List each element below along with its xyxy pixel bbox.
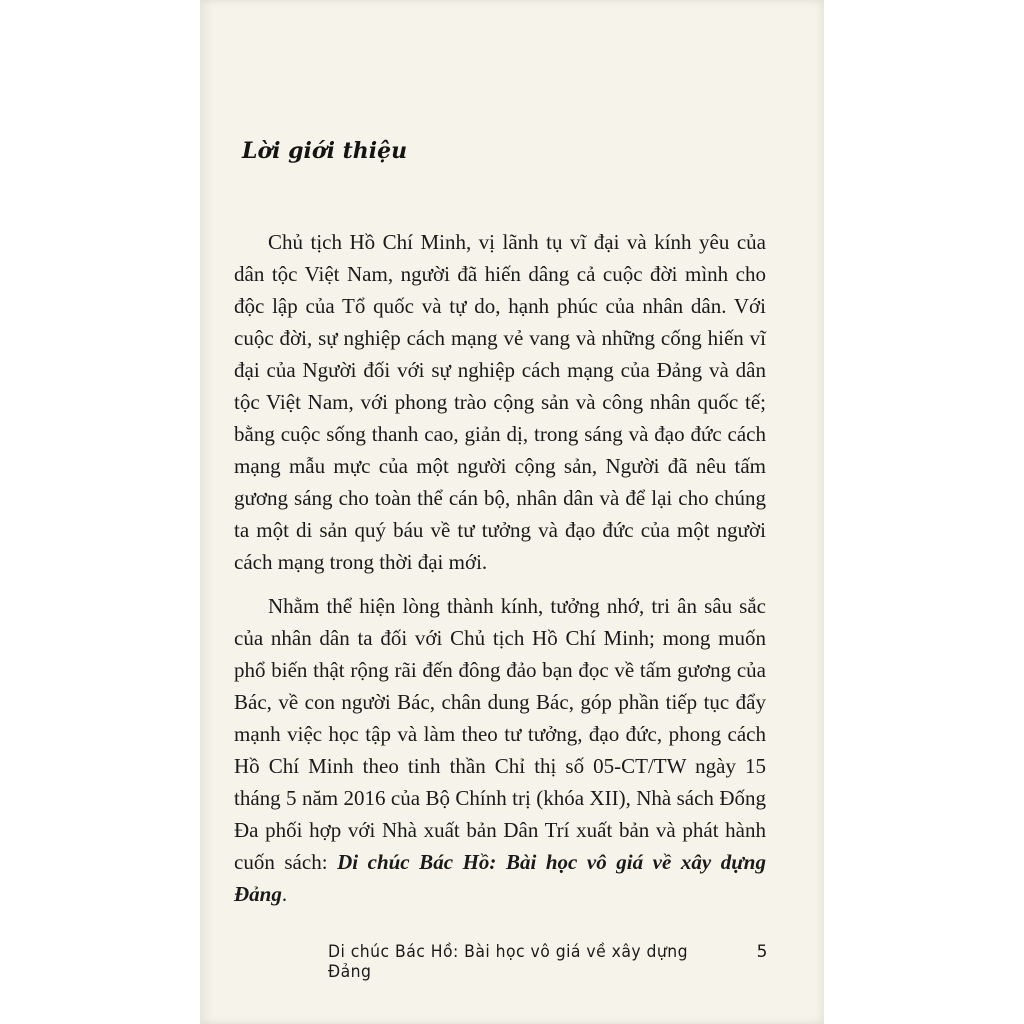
book-page [200,0,824,1024]
paragraph-1 [234,226,766,578]
paragraph-1-text: Chủ tịch Hồ Chí Minh, vị lãnh tụ vĩ đại và kính yêu của dân tộc Việt Nam, người đã hiến dâng cả cuộc đời mình cho độc lập của Tổ quốc và tự do, hạnh phúc của nhân dân. Với cuộc đời, sự nghiệp cách mạng vẻ vang và những cống hiến vĩ đại của Người đối với sự nghiệp cách mạng của Đảng và dân tộc Việt Nam, với phong trào cộng sản và công nhân quốc tế; bằng cuộc sống thanh cao, giản dị, trong sáng và đạo đức cách mạng mẫu mực của một người cộng sản, Người đã nêu tấm gương sáng cho toàn thể cán bộ, nhân dân và để lại cho chúng ta một di sản quý báu về tư tưởng và đạo đức của một người cách mạng trong thời đại mới. [234,230,766,574]
book-title-italic: Di chúc Bác Hồ: Bài học vô giá về xây dựng Đảng [234,850,766,906]
paragraph-2 [234,590,766,910]
paragraph-2-end: . [281,882,288,906]
page-heading: Lời giới thiệu [242,138,408,164]
running-title: Di chúc Bác Hồ: Bài học vô giá về xây dựng Đảng [328,942,689,982]
page-number: 5 [756,942,768,962]
page-footer [328,942,768,982]
body-text [234,226,766,910]
paragraph-2-text: Nhằm thể hiện lòng thành kính, tưởng nhớ, tri ân sâu sắc của nhân dân ta đối với Chủ tịch Hồ Chí Minh; mong muốn phổ biến thật rộng rãi đến đông đảo bạn đọc về tấm gương của Bác, về con người Bác, chân dung Bác, góp phần tiếp tục đẩy mạnh việc học tập và làm theo tư tưởng, đạo đức, phong cách Hồ Chí Minh theo tinh thần Chỉ thị số 05-CT/TW ngày 15 tháng 5 năm 2016 của Bộ Chính trị (khóa XII), Nhà sách Đống Đa phối hợp với Nhà xuất bản Dân Trí xuất bản và phát hành cuốn sách: [234,594,766,874]
